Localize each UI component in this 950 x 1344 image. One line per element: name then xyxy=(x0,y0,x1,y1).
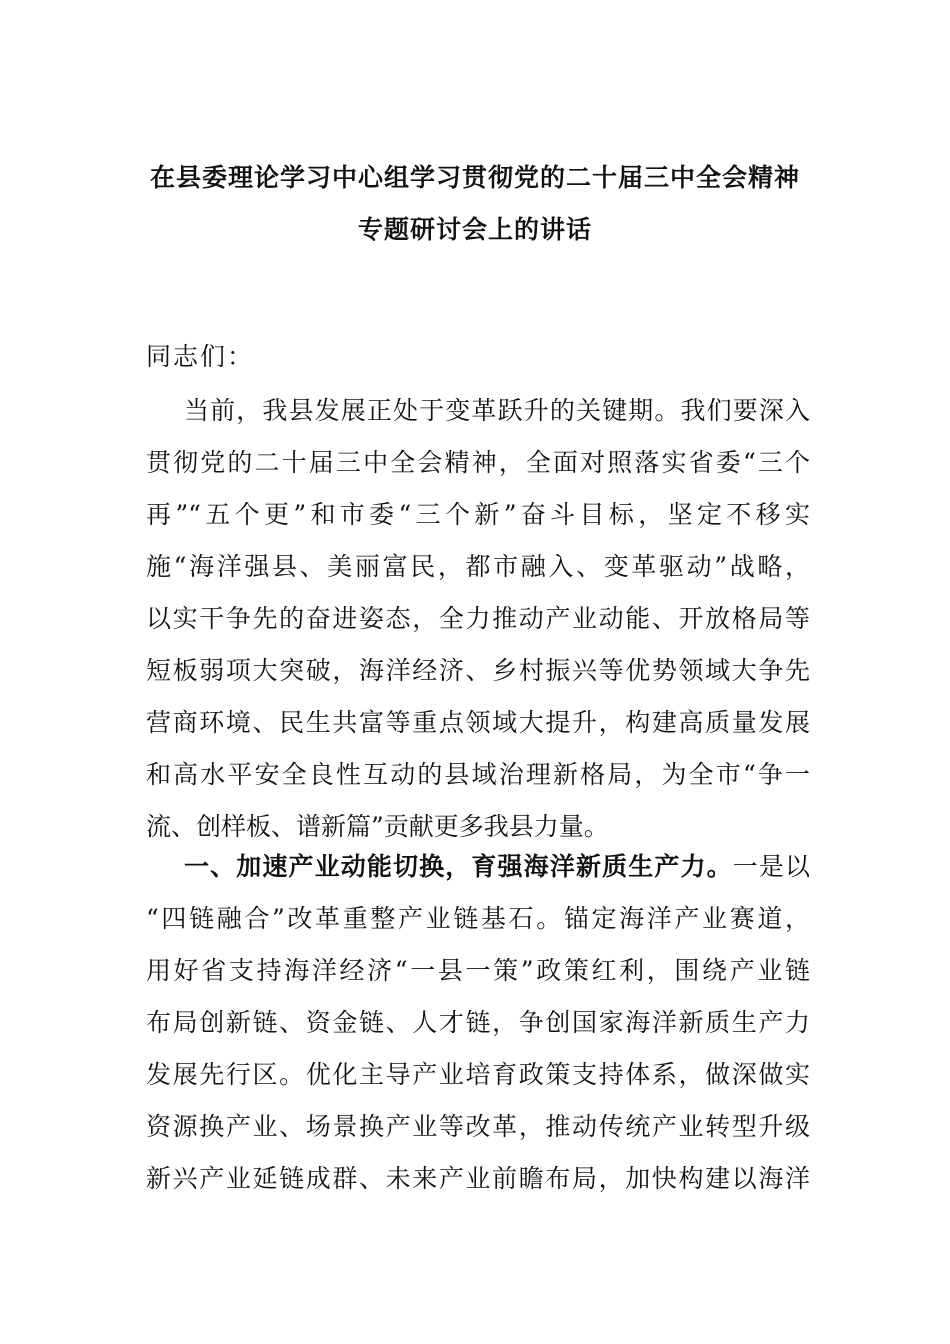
paragraph-1-line: 短板弱项大突破，海洋经济、乡村振兴等优势领域大争先 xyxy=(146,656,810,685)
paragraph-2-line: 资源换产业、场景换产业等改革，推动传统产业转型升级 xyxy=(146,1112,810,1141)
paragraph-2-line: “四链融合”改革重整产业链基石。锚定海洋产业赛道， xyxy=(146,904,810,933)
section-heading: 一、加速产业动能切换，育强海洋新质生产力。 xyxy=(184,852,733,881)
paragraph-1-line: 以实干争先的奋进姿态，全力推动产业动能、开放格局等 xyxy=(146,604,810,633)
document-title-line-2: 专题研讨会上的讲话 xyxy=(357,215,592,244)
document-title-line-1: 在县委理论学习中心组学习贯彻党的二十届三中全会精神 xyxy=(149,163,800,192)
paragraph-2-first-line-rest: 一是以 xyxy=(732,852,810,881)
paragraph-1-line: 营商环境、民生共富等重点领域大提升，构建高质量发展 xyxy=(146,708,810,737)
paragraph-2 xyxy=(146,845,810,1209)
paragraph-1-line: 施“海洋强县、美丽富民，都市融入、变革驱动”战略， xyxy=(146,552,810,581)
paragraph-1 xyxy=(146,389,810,857)
paragraph-2-line: 用好省支持海洋经济“一县一策”政策红利，围绕产业链 xyxy=(146,956,810,985)
paragraph-1-line: 贯彻党的二十届三中全会精神，全面对照落实省委“三个 xyxy=(146,448,810,477)
paragraph-2-first-line xyxy=(146,845,810,897)
paragraph-2-line: 新兴产业延链成群、未来产业前瞻布局，加快构建以海洋 xyxy=(146,1164,810,1193)
paragraph-1-line: 当前，我县发展正处于变革跃升的关键期。我们要深入 xyxy=(184,396,810,425)
paragraph-1-line: 和高水平安全良性互动的县域治理新格局，为全市“争一 xyxy=(146,760,810,789)
paragraph-1-line: 再”“五个更”和市委“三个新”奋斗目标，坚定不移实 xyxy=(146,500,810,529)
paragraph-2-line: 布局创新链、资金链、人才链，争创国家海洋新质生产力 xyxy=(146,1008,810,1037)
salutation: 同志们： xyxy=(146,342,255,371)
paragraph-1-line: 流、创样板、谱新篇”贡献更多我县力量。 xyxy=(146,812,609,841)
paragraph-2-line: 发展先行区。优化主导产业培育政策支持体系，做深做实 xyxy=(146,1060,810,1089)
